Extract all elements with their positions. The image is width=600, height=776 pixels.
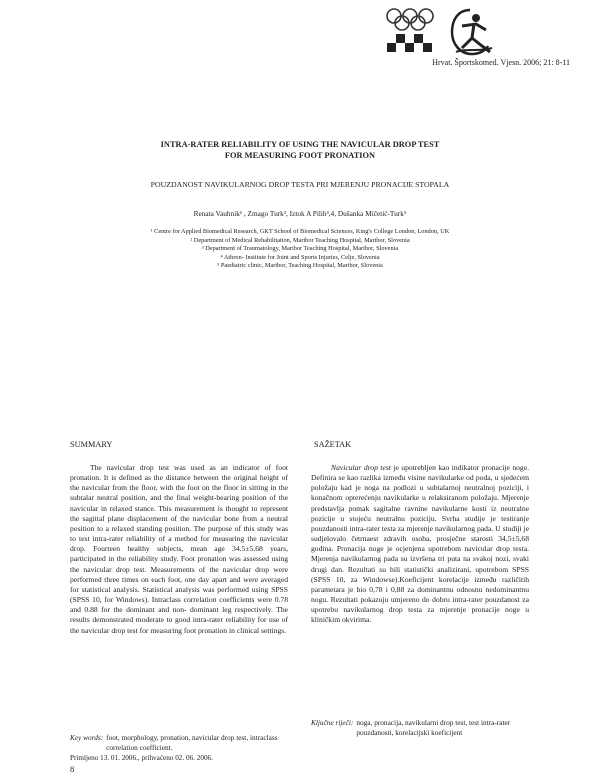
sazetak-abstract [311,463,529,626]
sazetak-text: je upotrebljen kao indikator pronacije noge. Definira se kao razlika između visine navikularke od poda, u sjedećem položaju kad je noga na podlozi u subtalarnoj neutralnoj poziciji, i konačnom opterećenju navikularke u relaksiranom položaju. Mjerenje predstavlja pomak sagitalne ravnine navikularne kosti iz neutralne pozicije u stojeću neutralnu poziciju. Svrha studije je testiranje pouzdanosti intra-rater testa za mjerenje navikularnog pada. U studiji je sudjelovalo četrnaest zdravih osoba, prosječne starosti 34,5±5,68 godina. Pronacija noge je ocjenjena upotrebom navicular drop testa. Mjerenja navikularnog pada su izvršena tri puta na svakoj nozi, svaki drugi dan. Rezultati su bili statistički analizirani, upotrebom SPSS (SPSS 10, za Windowse).Koeficijent korelacije između različitih parametara je bio 0,78 i 0,88 za dominantnu odnosnu nedominantnu nogu. Rezultati pokazuju umjereno do dobru intra-rater pouzdanost za upotrebu navikularnog drop testa za mjerenje pronacije noge u kliničkim okvirima. [311,463,530,625]
kljucne-rijeci-label: Ključne riječi: [311,718,354,727]
keywords-croatian [311,718,541,737]
summary-abstract [70,463,288,636]
olympic-rings-icon [382,6,532,56]
title-line-1: INTRA-RATER RELIABILITY OF USING THE NAVICULAR DROP TEST [160,140,440,149]
summary-text: The navicular drop test was used as an indicator of foot pronation. It is defined as the distance between the original height of the navicular from the floor, with the foot on the floor in sitting in the subtalar neutral position, and the final weight-bearing position of the navicular in relaxed stance. This measurement is thought to represent the sagittal plane displacement of the navicular bone from a neutral position to a relaxed standing position. The purpose of this study was to test intra-rater reliability of a method for measuring the navicular drop. Fourteen healthy subjects, mean age 34.5±5.68 years, participated in the reliability study. Foot pronation was assessed using the navicular drop test. Measurements of the navicular drop were performed three times on each foot, one day apart and were averaged for statistical analysis. Statistical analysis was performed using SPSS (SPSS 10, for Windows). Intraclass correlation coefficients were 0.78 and 0.88 for the dominant and non- dominant leg respectively. The results demonstrated moderate to good intra-rater reliability for use of the navicular drop test for measuring foot pronation in clinical settings. [70,463,288,635]
sazetak-heading: SAŽETAK [314,440,352,449]
article-subtitle: POUZDANOST NAVIKULARNOG DROP TESTA PRI MJERENJU PRONACIJE STOPALA [150,180,450,189]
page-number: 8 [70,764,75,774]
article-title [60,139,540,161]
keywords-english [70,733,300,752]
summary-heading: SUMMARY [70,440,113,449]
affiliation-5: ⁵ Paediatric clinic, Maribor, Teaching Hospital, Maribor, Slovenia [217,262,383,270]
affiliations [60,228,540,271]
sazetak-lead-term: Navicular drop test [331,463,391,472]
received-date: Primljeno 13. 01. 2006., prihvaćeno 02. 06. 2006. [70,754,213,762]
kljucne-rijeci-text: noga, pronacija, navikularni drop test, test intra-rater pouzdanosti, korelacijski koeficijent [356,718,511,737]
affiliation-1: ¹ Centre for Applied Biomedical Research, GKT School of Biomedical Sciences, King's College London, London, UK [150,228,450,235]
journal-logo [382,6,532,56]
sazetak-paragraph [311,463,529,626]
affiliation-4: ⁴ Athron- Institute for Joint and Sports Injuries, Celje, Slovenia [220,253,380,261]
affiliation-2: ² Department of Medical Rehabilitation, Maribor Teaching Hospital, Maribor, Slovenia [190,236,410,244]
title-line-2: FOR MEASURING FOOT PRONATION [224,151,376,160]
athlete-emblem-icon [452,10,492,54]
author-list: Renata Vauhnik¹ , Zmago Turk², Iztok A Pilih³,4, Dušanka Mičetić-Turk⁵ [193,209,407,218]
keywords-text: foot, morphology, pronation, navicular drop test, intraclass correlation coefficient. [106,733,278,752]
keywords-label: Key words: [70,733,104,742]
affiliation-3: ³ Department of Traumatology, Maribor Teaching Hospital, Maribor, Slovenia [201,245,399,253]
journal-citation: Hrvat. Športskomed. Vjesn. 2006; 21: 8-11 [432,58,570,67]
